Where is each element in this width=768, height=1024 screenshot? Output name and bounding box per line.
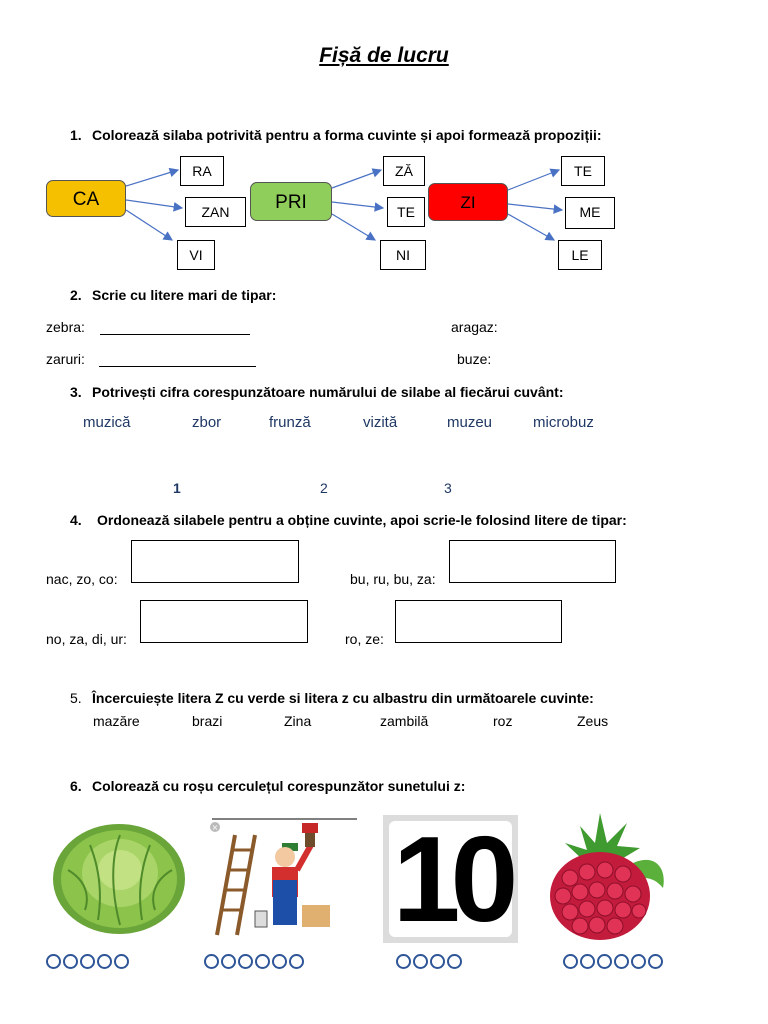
arrow-zi-te [508, 170, 559, 190]
sound-circle[interactable] [597, 954, 612, 969]
number-1: 1 [173, 480, 181, 496]
sound-circle[interactable] [648, 954, 663, 969]
number-ten-icon [383, 811, 518, 947]
sound-circle[interactable] [255, 954, 270, 969]
svg-text:×: × [211, 823, 219, 832]
exercise-2-number: 2. [70, 287, 82, 303]
word-zina: Zina [284, 713, 312, 729]
label-zaruri: zaruri: [46, 351, 85, 367]
exercise-1-text: Colorează silaba potrivită pentru a forma cuvinte și apoi formează propoziții: [92, 127, 602, 143]
syllables-3: no, za, di, ur: [46, 631, 127, 647]
sound-circle[interactable] [631, 954, 646, 969]
circles-painter[interactable] [204, 954, 306, 969]
syllables-2: bu, ru, bu, za: [350, 571, 436, 587]
word-frunza: frunză [269, 414, 311, 431]
sound-circle[interactable] [580, 954, 595, 969]
circles-raspberry[interactable] [563, 954, 665, 969]
answer-box-1[interactable] [131, 540, 299, 583]
exercise-5-text: Încercuiește litera Z cu verde si litera z cu albastru din următoarele cuvinte: [92, 690, 594, 706]
syllable-ca[interactable]: CA [46, 180, 126, 217]
exercise-3-text: Potrivești cifra corespunzătoare numărului de silabe al fiecărui cuvânt: [92, 384, 564, 400]
exercise-6-number: 6. [70, 778, 82, 794]
option-vi[interactable]: VI [177, 240, 215, 270]
circles-ten[interactable] [396, 954, 464, 969]
sound-circle[interactable] [238, 954, 253, 969]
arrow-pri-za [332, 170, 381, 188]
exercise-5-instruction [70, 690, 594, 706]
arrow-ca-ra [126, 170, 178, 186]
exercise-4-instruction [70, 512, 627, 528]
sound-circle[interactable] [80, 954, 95, 969]
arrow-ca-zan [126, 200, 182, 208]
number-ten-label: 10 [392, 811, 509, 947]
answer-box-2[interactable] [449, 540, 616, 583]
option-me[interactable]: ME [565, 197, 615, 229]
word-mazare: mazăre [93, 713, 140, 729]
sound-circle[interactable] [447, 954, 462, 969]
exercise-4-number: 4. [70, 512, 82, 528]
answer-box-4[interactable] [395, 600, 562, 643]
arrow-pri-ni [332, 214, 375, 240]
exercise-6-text: Colorează cu roșu cerculețul corespunzător sunetului z: [92, 778, 466, 794]
sound-circle[interactable] [413, 954, 428, 969]
page-title: Fișă de lucru [319, 44, 449, 67]
exercise-3-number: 3. [70, 384, 82, 400]
label-zebra: zebra: [46, 319, 85, 335]
word-vizita: vizită [363, 414, 398, 431]
sound-circle[interactable] [289, 954, 304, 969]
option-zan[interactable]: ZAN [185, 197, 246, 227]
syllables-4: ro, ze: [345, 631, 384, 647]
sound-circle[interactable] [46, 954, 61, 969]
option-ni[interactable]: NI [380, 240, 426, 270]
raspberry-icon [545, 808, 670, 943]
sound-circle[interactable] [396, 954, 411, 969]
word-zbor: zbor [192, 414, 222, 431]
exercise-1-number: 1. [70, 127, 82, 143]
number-2: 2 [320, 480, 328, 496]
sound-circle[interactable] [114, 954, 129, 969]
sound-circle[interactable] [563, 954, 578, 969]
exercise-5-number: 5. [70, 690, 82, 706]
label-aragaz: aragaz: [451, 319, 498, 335]
painter-icon [207, 815, 357, 940]
word-zambila: zambilă [380, 713, 429, 729]
option-le[interactable]: LE [558, 240, 602, 270]
sound-circle[interactable] [97, 954, 112, 969]
word-roz: roz [493, 713, 513, 729]
arrow-pri-te [332, 202, 383, 208]
syllable-pri[interactable]: PRI [250, 182, 332, 221]
sound-circle[interactable] [272, 954, 287, 969]
exercise-2-instruction [70, 287, 276, 303]
word-brazi: brazi [192, 713, 223, 729]
number-3: 3 [444, 480, 452, 496]
sound-circle[interactable] [614, 954, 629, 969]
syllable-zi[interactable]: ZI [428, 183, 508, 221]
circles-cabbage[interactable] [46, 954, 131, 969]
sound-circle[interactable] [430, 954, 445, 969]
label-buze: buze: [457, 351, 492, 367]
sound-circle[interactable] [204, 954, 219, 969]
cabbage-icon [50, 815, 188, 940]
option-za[interactable]: ZĂ [383, 156, 425, 186]
syllables-1: nac, zo, co: [46, 571, 118, 587]
word-microbuz: microbuz [533, 414, 594, 431]
exercise-6-instruction [70, 778, 465, 794]
option-zi-te[interactable]: TE [561, 156, 605, 186]
option-te[interactable]: TE [387, 197, 425, 227]
exercise-2-text: Scrie cu litere mari de tipar: [92, 287, 277, 303]
arrow-zi-me [508, 204, 562, 210]
word-zeus: Zeus [577, 713, 609, 729]
option-ra[interactable]: RA [180, 156, 224, 186]
sound-circle[interactable] [221, 954, 236, 969]
sound-circle[interactable] [63, 954, 78, 969]
word-muzica: muzică [83, 414, 131, 431]
answer-line-zaruri[interactable] [99, 366, 256, 367]
answer-box-3[interactable] [140, 600, 308, 643]
arrow-ca-vi [126, 210, 172, 240]
answer-line-zebra[interactable] [100, 334, 250, 335]
exercise-3-instruction [70, 384, 563, 400]
exercise-4-text: Ordonează silabele pentru a obține cuvinte, apoi scrie-le folosind litere de tipar: [97, 512, 627, 528]
arrow-zi-le [508, 214, 554, 240]
word-muzeu: muzeu [447, 414, 493, 431]
